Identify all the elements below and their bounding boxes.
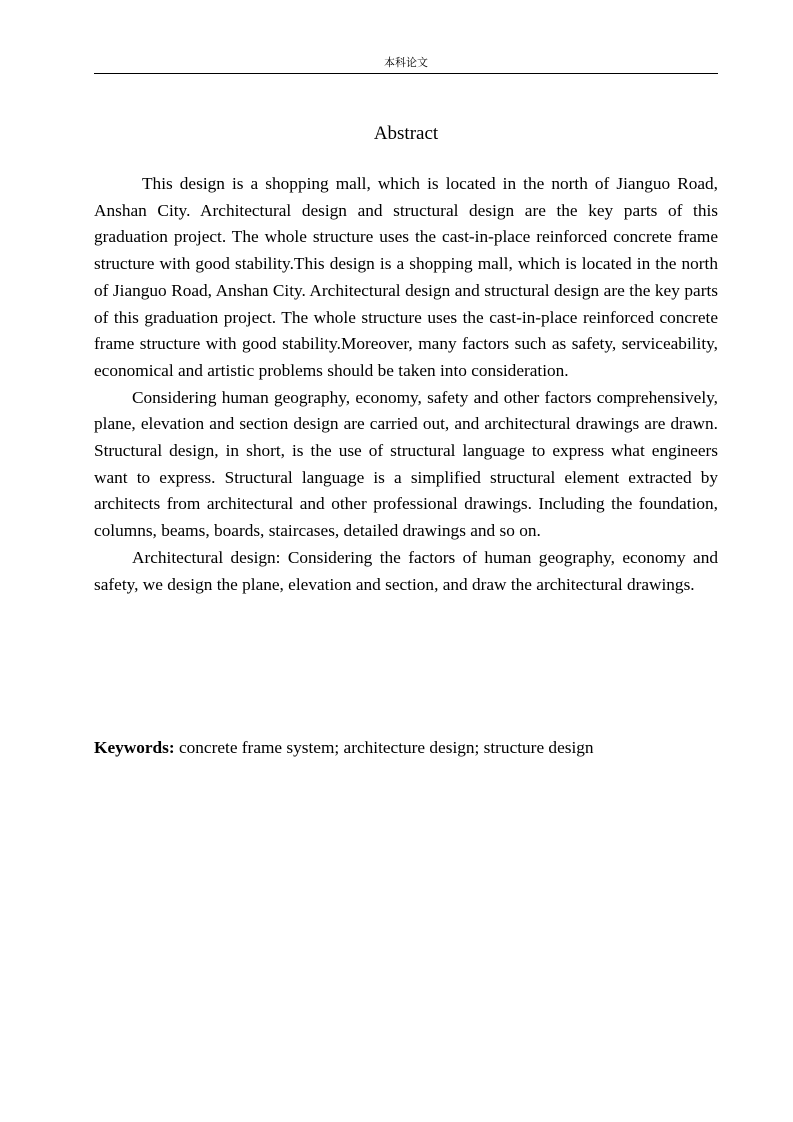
- header-text: 本科论文: [384, 57, 428, 69]
- abstract-paragraph-1: This design is a shopping mall, which is located in the north of Jianguo Road, Anshan City. Architectural design and structural design are the key parts of this graduation project. The whole structure uses the cast-in-place reinforced concrete frame structure with good stability.This design is a shopping mall, which is located in the north of Jianguo Road, Anshan City. Architectural design and structural design are the key parts of this graduation project. The whole structure uses the cast-in-place reinforced concrete frame structure with good stability.Moreover, many factors such as safety, serviceability, economical and artistic problems should be taken into consideration.: [94, 174, 718, 380]
- abstract-body: [94, 171, 718, 598]
- keywords-text: concrete frame system; architecture design; structure design: [178, 738, 594, 757]
- abstract-paragraph-2: Considering human geography, economy, safety and other factors comprehensively, plane, elevation and section design are carried out, and architectural drawings are drawn. Structural design, in short, is the use of structural language to express what engineers want to express. Structural language is a simplified structural element extracted by architects from architectural and other professional drawings. Including the foundation, columns, beams, boards, staircases, detailed drawings and so on.: [94, 387, 718, 541]
- abstract-title: Abstract: [373, 123, 439, 144]
- keywords-label: Keywords:: [94, 738, 175, 757]
- abstract-paragraph-3: Architectural design: Considering the factors of human geography, economy and safety, we design the plane, elevation and section, and draw the architectural drawings.: [94, 547, 718, 594]
- page-header: [94, 56, 718, 74]
- keywords-line: [94, 735, 734, 761]
